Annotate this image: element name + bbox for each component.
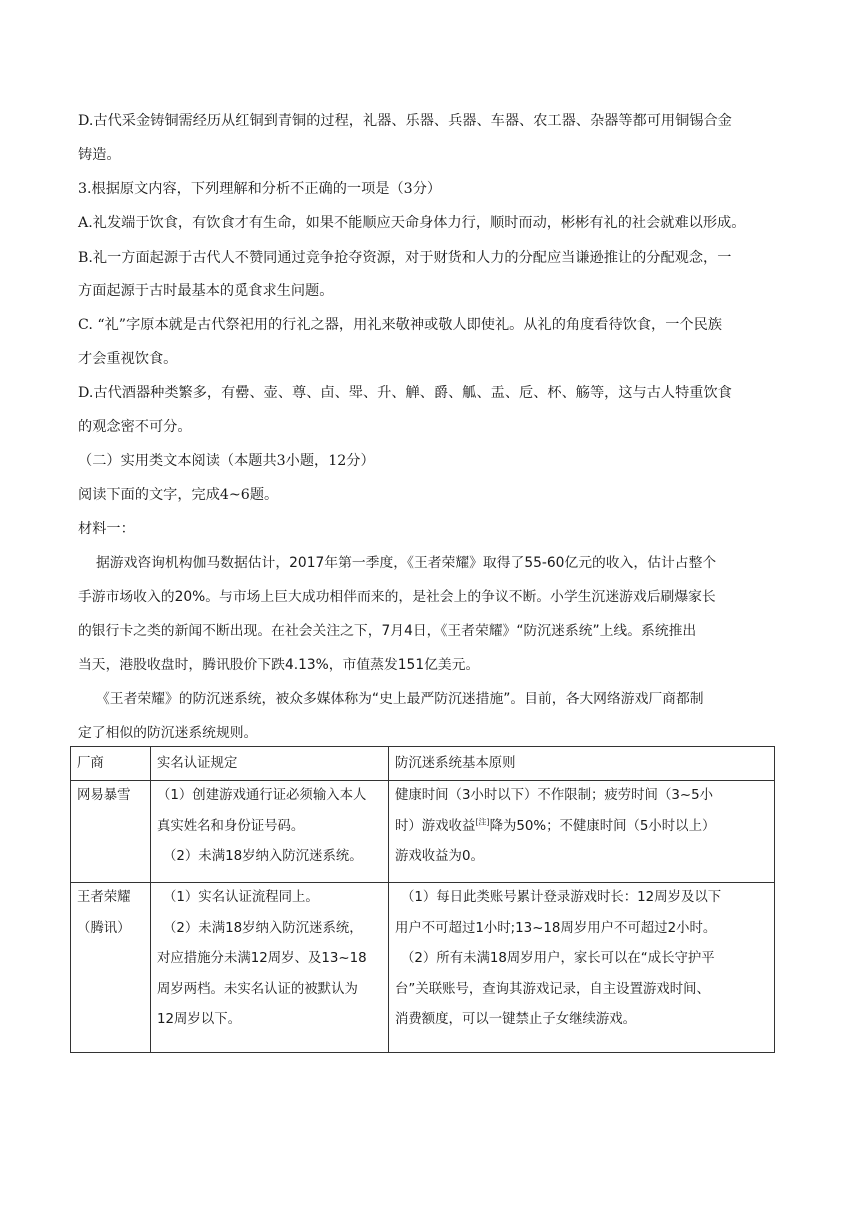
- option-a-text: A.礼发端于饮食，有饮食才有生命，如果不能顺应天命身体力行，顺时而动，彬彬有礼的社会就难以形成。: [78, 215, 746, 231]
- rules-line: [395, 812, 768, 843]
- rules-fragment: 时）游戏收益: [395, 818, 476, 834]
- option-d2-text: D.古代酒器种类繁多，有罍、壶、尊、卣、斝、升、觯、爵、觚、盂、卮、杯、觞等，这与古人特重饮食: [78, 385, 732, 401]
- auth-cell: [151, 781, 389, 883]
- rules-fragment: 降为50%；不健康时间（5小时以上）: [489, 818, 716, 834]
- material-paragraph-2: 《王者荣耀》的防沉迷系统，被众多媒体称为“史上最严防沉迷措施”。目前，各大网络游戏厂商都制: [96, 691, 704, 707]
- auth-line: （1）创建游戏通行证必须输入本人: [157, 788, 367, 803]
- rules-line: 用户不可超过1小时;13~18周岁用户不可超过2小时。: [395, 920, 717, 936]
- footnote-marker: [注]: [475, 817, 490, 827]
- rules-line: 游戏收益为0。: [395, 849, 484, 864]
- anti-addiction-table: [70, 746, 775, 1053]
- auth-line: 周岁两档。未实名认证的被默认为: [157, 981, 358, 997]
- header-system-principles: 防沉迷系统基本原则: [389, 747, 775, 781]
- auth-line: （2）未满18岁纳入防沉迷系统。: [163, 849, 363, 864]
- material-one-label: 材料一：: [78, 521, 135, 537]
- rules-cell: [389, 883, 775, 1053]
- vendor-name: 网易暴雪: [77, 788, 131, 803]
- auth-line: 对应措施分未满12周岁、及13~18: [157, 951, 367, 966]
- rules-line: （2）所有未满18周岁用户，家长可以在“成长守护平: [401, 951, 715, 966]
- rules-line: 消费额度，可以一键禁止子女继续游戏。: [395, 1012, 637, 1027]
- rules-line: 健康时间（3小时以下）不作限制；疲劳时间（3~5小: [395, 788, 713, 803]
- vendor-parent: （腾讯）: [77, 920, 131, 936]
- rules-line: （1）每日此类账号累计登录游戏时长：12周岁及以下: [401, 890, 722, 905]
- material-paragraph-1-cont-c: 当天，港股收盘时，腾讯股价下跌4.13%，市值蒸发151亿美元。: [78, 657, 480, 673]
- option-d2-text-cont: 的观念密不可分。: [78, 419, 192, 435]
- option-c-text: C. “礼”字原本就是古代祭祀用的行礼之器，用礼来敬神或敬人即使礼。从礼的角度看待饮食，一个民族: [78, 317, 722, 333]
- rules-cell: [389, 781, 775, 883]
- option-d-text: D.古代采金铸铜需经历从红铜到青铜的过程，礼器、乐器、兵器、车器、农工器、杂器等都可用铜锡合金: [78, 113, 732, 129]
- option-b-text: B.礼一方面起源于古代人不赞同通过竞争抢夺资源，对于财货和人力的分配应当谦逊推让的分配观念，一: [78, 250, 732, 266]
- vendor-cell: [71, 781, 151, 883]
- table-row: [71, 883, 775, 1053]
- header-auth-rules: 实名认证规定: [151, 747, 389, 781]
- auth-line: 12周岁以下。: [157, 1012, 241, 1027]
- auth-cell: [151, 883, 389, 1053]
- rules-line: 台”关联账号，查询其游戏记录，自主设置游戏时间、: [395, 981, 710, 997]
- auth-line: 真实姓名和身份证号码。: [157, 818, 305, 834]
- option-c-text-cont: 才会重视饮食。: [78, 351, 178, 367]
- option-d-text-cont: 铸造。: [78, 147, 121, 163]
- header-vendor: 厂商: [71, 747, 151, 781]
- vendor-cell: [71, 883, 151, 1053]
- vendor-name: 王者荣耀: [77, 890, 131, 905]
- material-paragraph-1: 据游戏咨询机构伽马数据估计，2017年第一季度，《王者荣耀》取得了55-60亿元的收入，估计占整个: [96, 555, 717, 571]
- option-b-text-cont: 方面起源于古时最基本的觅食求生问题。: [78, 283, 334, 299]
- material-paragraph-1-cont-a: 手游市场收入的20%。与市场上巨大成功相伴而来的，是社会上的争议不断。小学生沉迷游戏后刷爆家长: [78, 589, 716, 605]
- material-paragraph-2-cont: 定了相似的防沉迷系统规则。: [78, 725, 258, 741]
- table-row: [71, 781, 775, 883]
- table-header-row: [71, 747, 775, 781]
- reading-instruction: 阅读下面的文字，完成4~6题。: [78, 487, 279, 503]
- material-paragraph-1-cont-b: 的银行卡之类的新闻不断出现。在社会关注之下，7月4日，《王者荣耀》“防沉迷系统”上线。系统推出: [78, 623, 697, 639]
- section-heading: （二）实用类文本阅读（本题共3小题，12分）: [78, 453, 375, 469]
- auth-line: （1）实名认证流程同上。: [163, 890, 319, 905]
- auth-line: （2）未满18岁纳入防沉迷系统，: [163, 920, 363, 936]
- question-3-stem: 3.根据原文内容，下列理解和分析不正确的一项是（3分）: [78, 181, 442, 197]
